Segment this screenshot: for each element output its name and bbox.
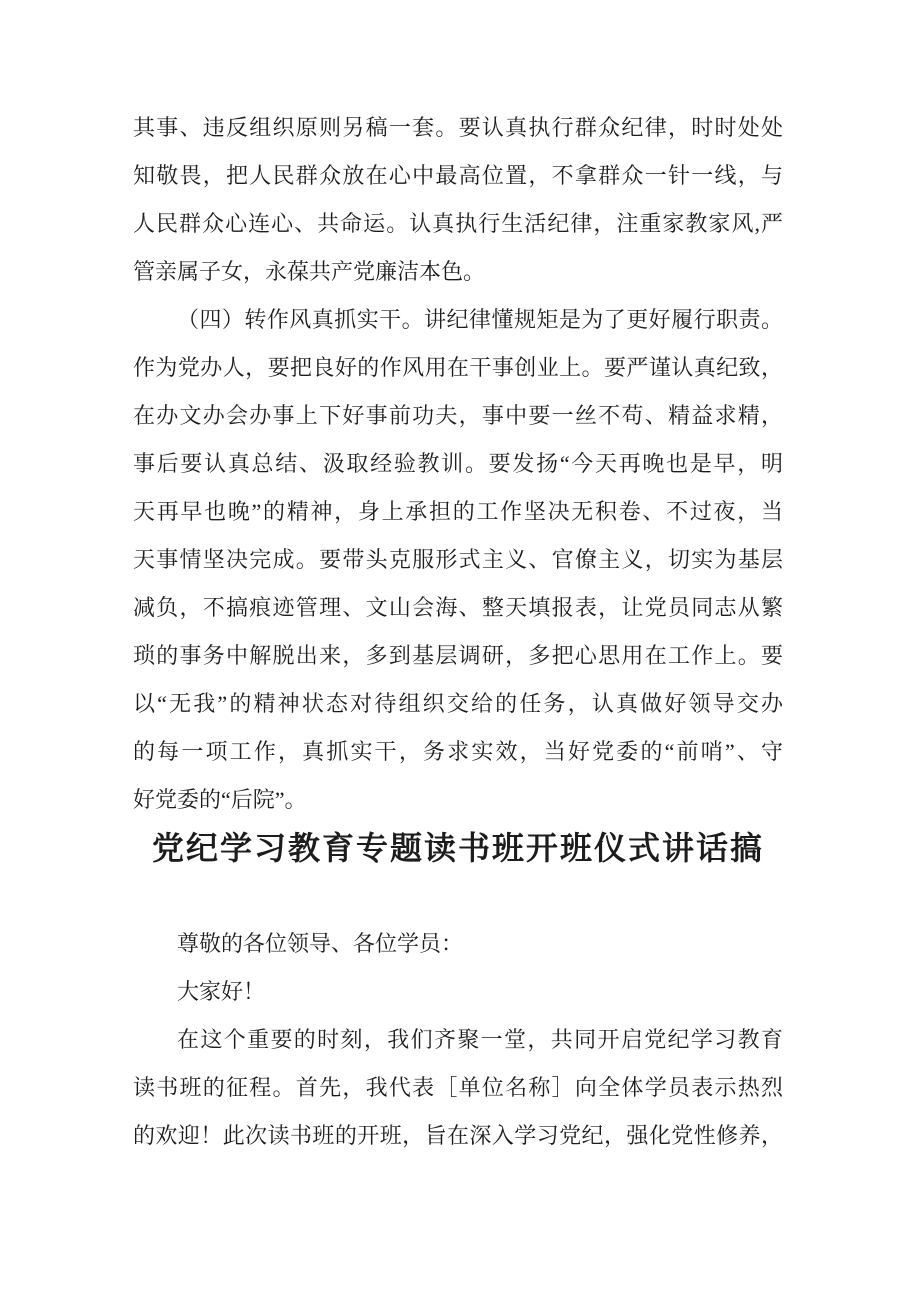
document-content — [133, 104, 783, 1160]
text-line: 以“无我”的精神状态对待组织交给的任务，认真做好领导交办 — [133, 691, 783, 716]
text-line: 天事情坚决完成。要带头克服形式主义、官僚主义，切实为基层 — [133, 547, 783, 572]
paragraph-continued — [133, 104, 783, 296]
section-title: 党纪学习教育专题读书班开班仪式讲话搞 — [151, 830, 764, 866]
text-line: 好党委的“后院”。 — [133, 787, 307, 812]
text-line: 在办文办会办事上下好事前功夫，事中要一丝不苟、精益求精， — [133, 403, 783, 428]
text-line: 人民群众心连心、共命运。认真执行生活纪律，注重家教家风,严 — [133, 211, 783, 236]
text-line: 事后要认真总结、汲取经验教训。要发扬“今天再晚也是早，明 — [133, 451, 783, 476]
text-line: （四）转作风真抓实干。讲纪律懂规矩是为了更好履行职责。 — [177, 307, 783, 332]
speech-opening-paragraph — [133, 1016, 783, 1160]
text-line: 管亲属子女，永葆共产党廉洁本色。 — [133, 259, 486, 284]
text-line: 其事、违反组织原则另稿一套。要认真执行群众纪律，时时处处 — [133, 115, 783, 140]
text-line: 的每一项工作，真抓实干，务求实效，当好党委的“前哨”、守 — [133, 739, 783, 764]
text-line: 减负，不搞痕迹管理、文山会海、整天填报表，让党员同志从繁 — [133, 595, 783, 620]
text-line: 读书班的征程。首先，我代表［单位名称］向全体学员表示热烈 — [133, 1075, 783, 1100]
text-line: 琐的事务中解脱出来，多到基层调研，多把心思用在工作上。要 — [133, 643, 783, 668]
text-line: 的欢迎！此次读书班的开班，旨在深入学习党纪，强化党性修养， — [133, 1123, 783, 1148]
text-line: 知敬畏，把人民群众放在心中最高位置，不拿群众一针一线，与 — [133, 163, 783, 188]
text-line: 作为党办人，要把良好的作风用在干事创业上。要严谨认真纪致， — [133, 355, 783, 380]
greeting-line: 大家好！ — [177, 979, 266, 1004]
salutation-line: 尊敬的各位领导、各位学员： — [177, 931, 464, 956]
blank-line — [133, 872, 783, 920]
text-line: 天再早也晚”的精神，身上承担的工作坚决无积卷、不过夜，当 — [133, 499, 783, 524]
text-line: 在这个重要的时刻，我们齐聚一堂，共同开启党纪学习教育 — [177, 1027, 783, 1052]
paragraph-four — [133, 296, 783, 824]
